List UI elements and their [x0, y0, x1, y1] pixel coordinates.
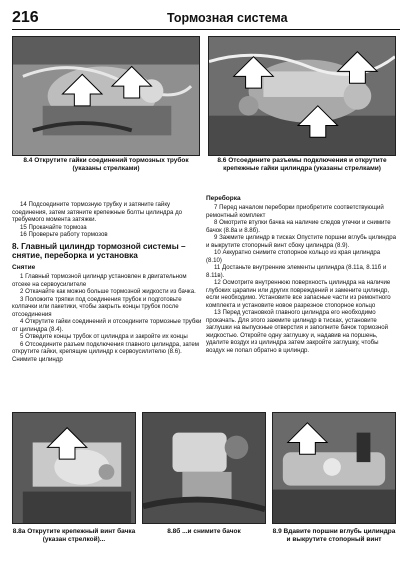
paragraph-3: 3 Положите тряпки под соединения трубок и подготовьте колпачки или пакетики, чтобы закрыть концы трубок после отсоединения [12, 295, 182, 318]
photo-8-8a-image [13, 413, 135, 523]
left-column [12, 201, 202, 363]
page-number: 216 [12, 9, 39, 26]
paragraph-4: 4 Открутите гайки соединений и отсоедините тормозные трубки от цилиндра (8.4). [12, 318, 202, 333]
paragraph-5: 5 Отведите концы трубок от цилиндра и закройте их концы [20, 333, 188, 341]
caption-8-8a: 8.8а Открутите крепежный винт бачка (указан стрелкой)... [12, 528, 136, 543]
subheading-removal: Снятие [12, 264, 36, 272]
paragraph-1: 1 Главный тормозной цилиндр установлен в двигательном отсеке на сервоусилителе [12, 273, 187, 288]
section-heading: 8. Главный цилиндр тормозной системы – снятие, переборка и установка [12, 241, 186, 260]
paragraph-15: 15 Прокачайте тормоза [20, 223, 87, 231]
photo-8-8b-image [143, 413, 265, 523]
paragraph-7: 7 Перед началом переборки приобретите соответствующий ремонтный комплект [206, 204, 384, 219]
photo-8-9-image [273, 413, 395, 523]
photo-8-4-image [13, 37, 199, 155]
paragraph-6: 6 Отсоедините разъем подключения главного цилиндра, затем открутите гайки, крепящие цилиндр к сервоусилителю (8.6). Снимите цилиндр [12, 340, 199, 363]
page-header [12, 9, 400, 30]
photo-8-4 [12, 36, 200, 156]
right-column [206, 195, 396, 354]
paragraph-9: 9 Зажмите цилиндр в тисках Опустите поршни вглубь цилиндра и выкрутите стопорный винт сбоку цилиндра (8.9). [206, 234, 396, 249]
caption-8-4: 8.4 Открутите гайки соединений тормозных трубок (указаны стрелками) [23, 157, 189, 172]
paragraph-12: 12 Осмотрите внутреннюю поверхность цилиндра на наличие глубоких царапин или других повреждений и замените цилиндр, если необходимо. Установите все запасные части из ремонтного комплекта и установите новое разрезное стопорное кольцо [206, 279, 391, 309]
paragraph-16: 16 Проверьте работу тормозов [20, 231, 108, 238]
caption-8-6: 8.6 Отсоедините разъемы подключения и открутите крепежные гайки цилиндра (указаны стрелками) [217, 157, 387, 172]
caption-8-8b: 8.8б ...и снимите бачок [167, 528, 241, 535]
subheading-overhaul: Переборка [206, 195, 241, 202]
chapter-title: Тормозная система [167, 11, 288, 25]
photo-8-8b [142, 412, 266, 524]
photo-8-6-image [209, 37, 395, 155]
paragraph-14: 14 Подсоедините тормозную трубку и затяните гайку соединения, затем затяните крепежные болты цилиндра до требуемого момента затяжки. [12, 201, 183, 223]
caption-8-9: 8.9 Вдавите поршни вглубь цилиндра и выкрутите стопорный винт [272, 528, 396, 543]
paragraph-2: 2 Откачайте как можно больше тормозной жидкости из бачка. [20, 288, 196, 296]
paragraph-11: 11 Достаньте внутренние элементы цилиндра (8.11а, 8.11б и 8.11в). [206, 264, 387, 279]
photo-8-8a [12, 412, 136, 524]
photo-8-6 [208, 36, 396, 156]
paragraph-8: 8 Омотрите втулки бачка на наличие следов утечки и снимите бачок (8.8а и 8.8б). [206, 219, 391, 234]
paragraph-10: 10 Аккуратно снимите стопорное кольцо из края цилиндра (8.10) [206, 249, 381, 264]
paragraph-13: 13 Перед установкой главного цилиндра его необходимо прокачать. Для этого зажмите цилиндр в тисках, установите заглушки на выпускные отверстия и заполните бачок тормозной жидкостью. Откройте одну заглушку и, надавив на поршень, удалите воздух из цилиндра затем закройте заглушку, чтобы воздух не попал обратно в цилиндр. [206, 309, 389, 354]
photo-8-9 [272, 412, 396, 524]
